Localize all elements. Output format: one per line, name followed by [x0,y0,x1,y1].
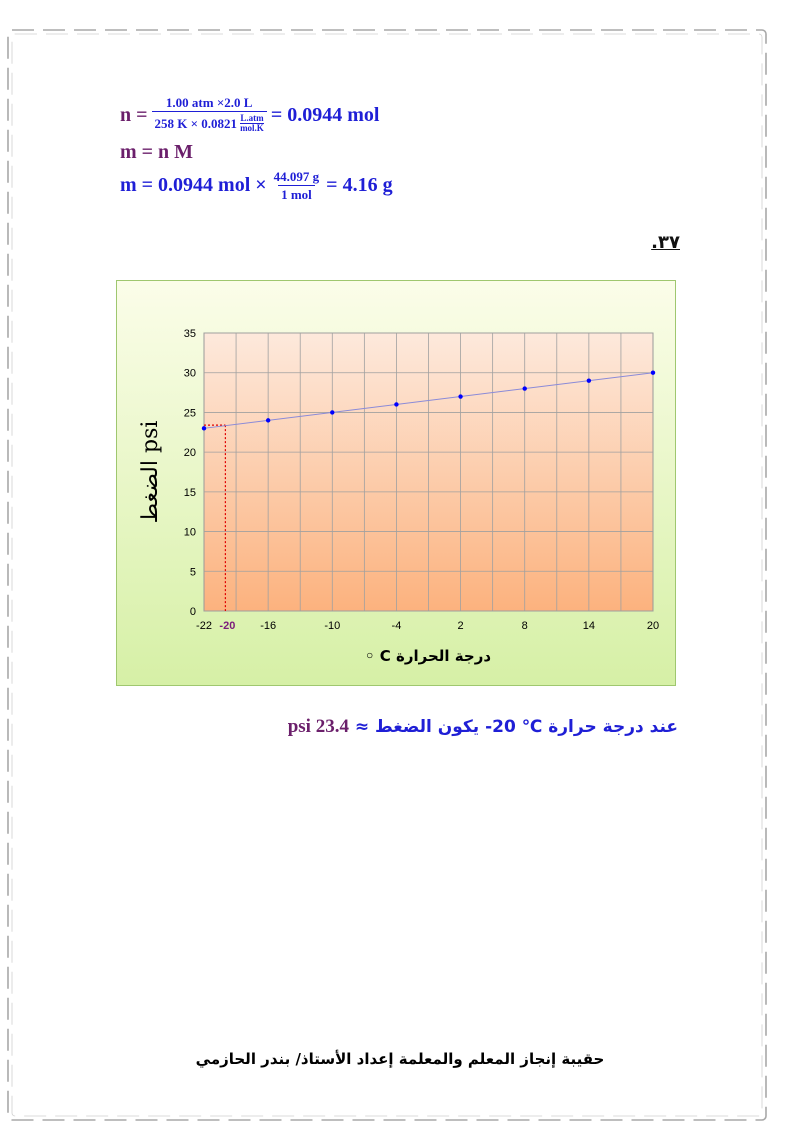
y-tick-label: 10 [183,526,196,539]
answer-value: 23.4 psi [287,716,349,737]
moles-fraction [152,96,267,134]
y-tick-label: 25 [183,407,196,420]
x-tick-label: 20 [646,620,660,632]
data-point [266,418,270,422]
x-tick-label: -16 [260,620,277,632]
data-point [330,410,334,414]
unit-bottom: mol.K [240,123,264,134]
question-number: .٣٧ [651,232,680,253]
x-tick-label: 14 [582,620,595,632]
y-tick-label: 30 [183,367,196,380]
formula-block [120,96,393,201]
x-tick-label: 2 [457,620,464,632]
data-point [523,386,527,390]
moles-denominator-text: 258 K × 0.0821 [154,116,238,132]
y-tick-labels [184,328,196,618]
y-tick-label: 20 [183,447,196,460]
moles-result: = 0.0944 mol [270,103,380,126]
mass-definition-text: m = n M [120,140,194,163]
data-point [202,426,206,430]
molar-mass-numerator: 44.097 g [273,168,320,184]
data-point [458,394,462,398]
y-tick-label: 35 [183,328,196,340]
y-tick-label: 5 [189,566,196,579]
answer-line [288,716,678,738]
data-point [394,402,398,406]
footer-credit: حقيبة إنجاز المعلم والمعلمة إعداد الأستاذ/ بندر الحازمي [195,1050,605,1068]
y-tick-label: 0 [189,606,196,618]
x-axis-label: درجة الحرارة C ◦ [364,647,492,665]
x-tick-label: -22 [196,620,212,632]
moles-numerator: 1.00 atm ×2.0 L [165,95,253,110]
gas-constant-unit [240,114,264,134]
x-tick-label: -4 [391,620,402,632]
n-prefix: n = [120,103,148,126]
moles-equation [120,96,393,134]
mass-prefix: m = 0.0944 mol × [120,174,267,197]
mass-result: = 4.16 g [326,174,393,197]
moles-denominator [152,111,267,134]
pressure-temperature-chart [117,281,675,685]
mass-definition [120,142,393,162]
answer-text: عند درجة حرارة ℃ 20- يكون الضغط ≈ [354,717,678,737]
molar-mass-denominator: 1 mol [278,185,315,201]
chart-container [116,280,676,686]
y-tick-label: 15 [183,486,196,499]
x-tick-labels [196,620,659,632]
annotation-label: -20 [219,620,236,632]
unit-top: L.atm [240,113,264,123]
x-tick-label: -10 [324,620,341,632]
mass-equation [120,170,393,201]
x-tick-label: 8 [521,620,528,632]
molar-mass-fraction [271,170,323,201]
data-point [651,371,655,375]
data-point [587,378,591,382]
y-axis-label: psi الضغط [138,420,163,524]
